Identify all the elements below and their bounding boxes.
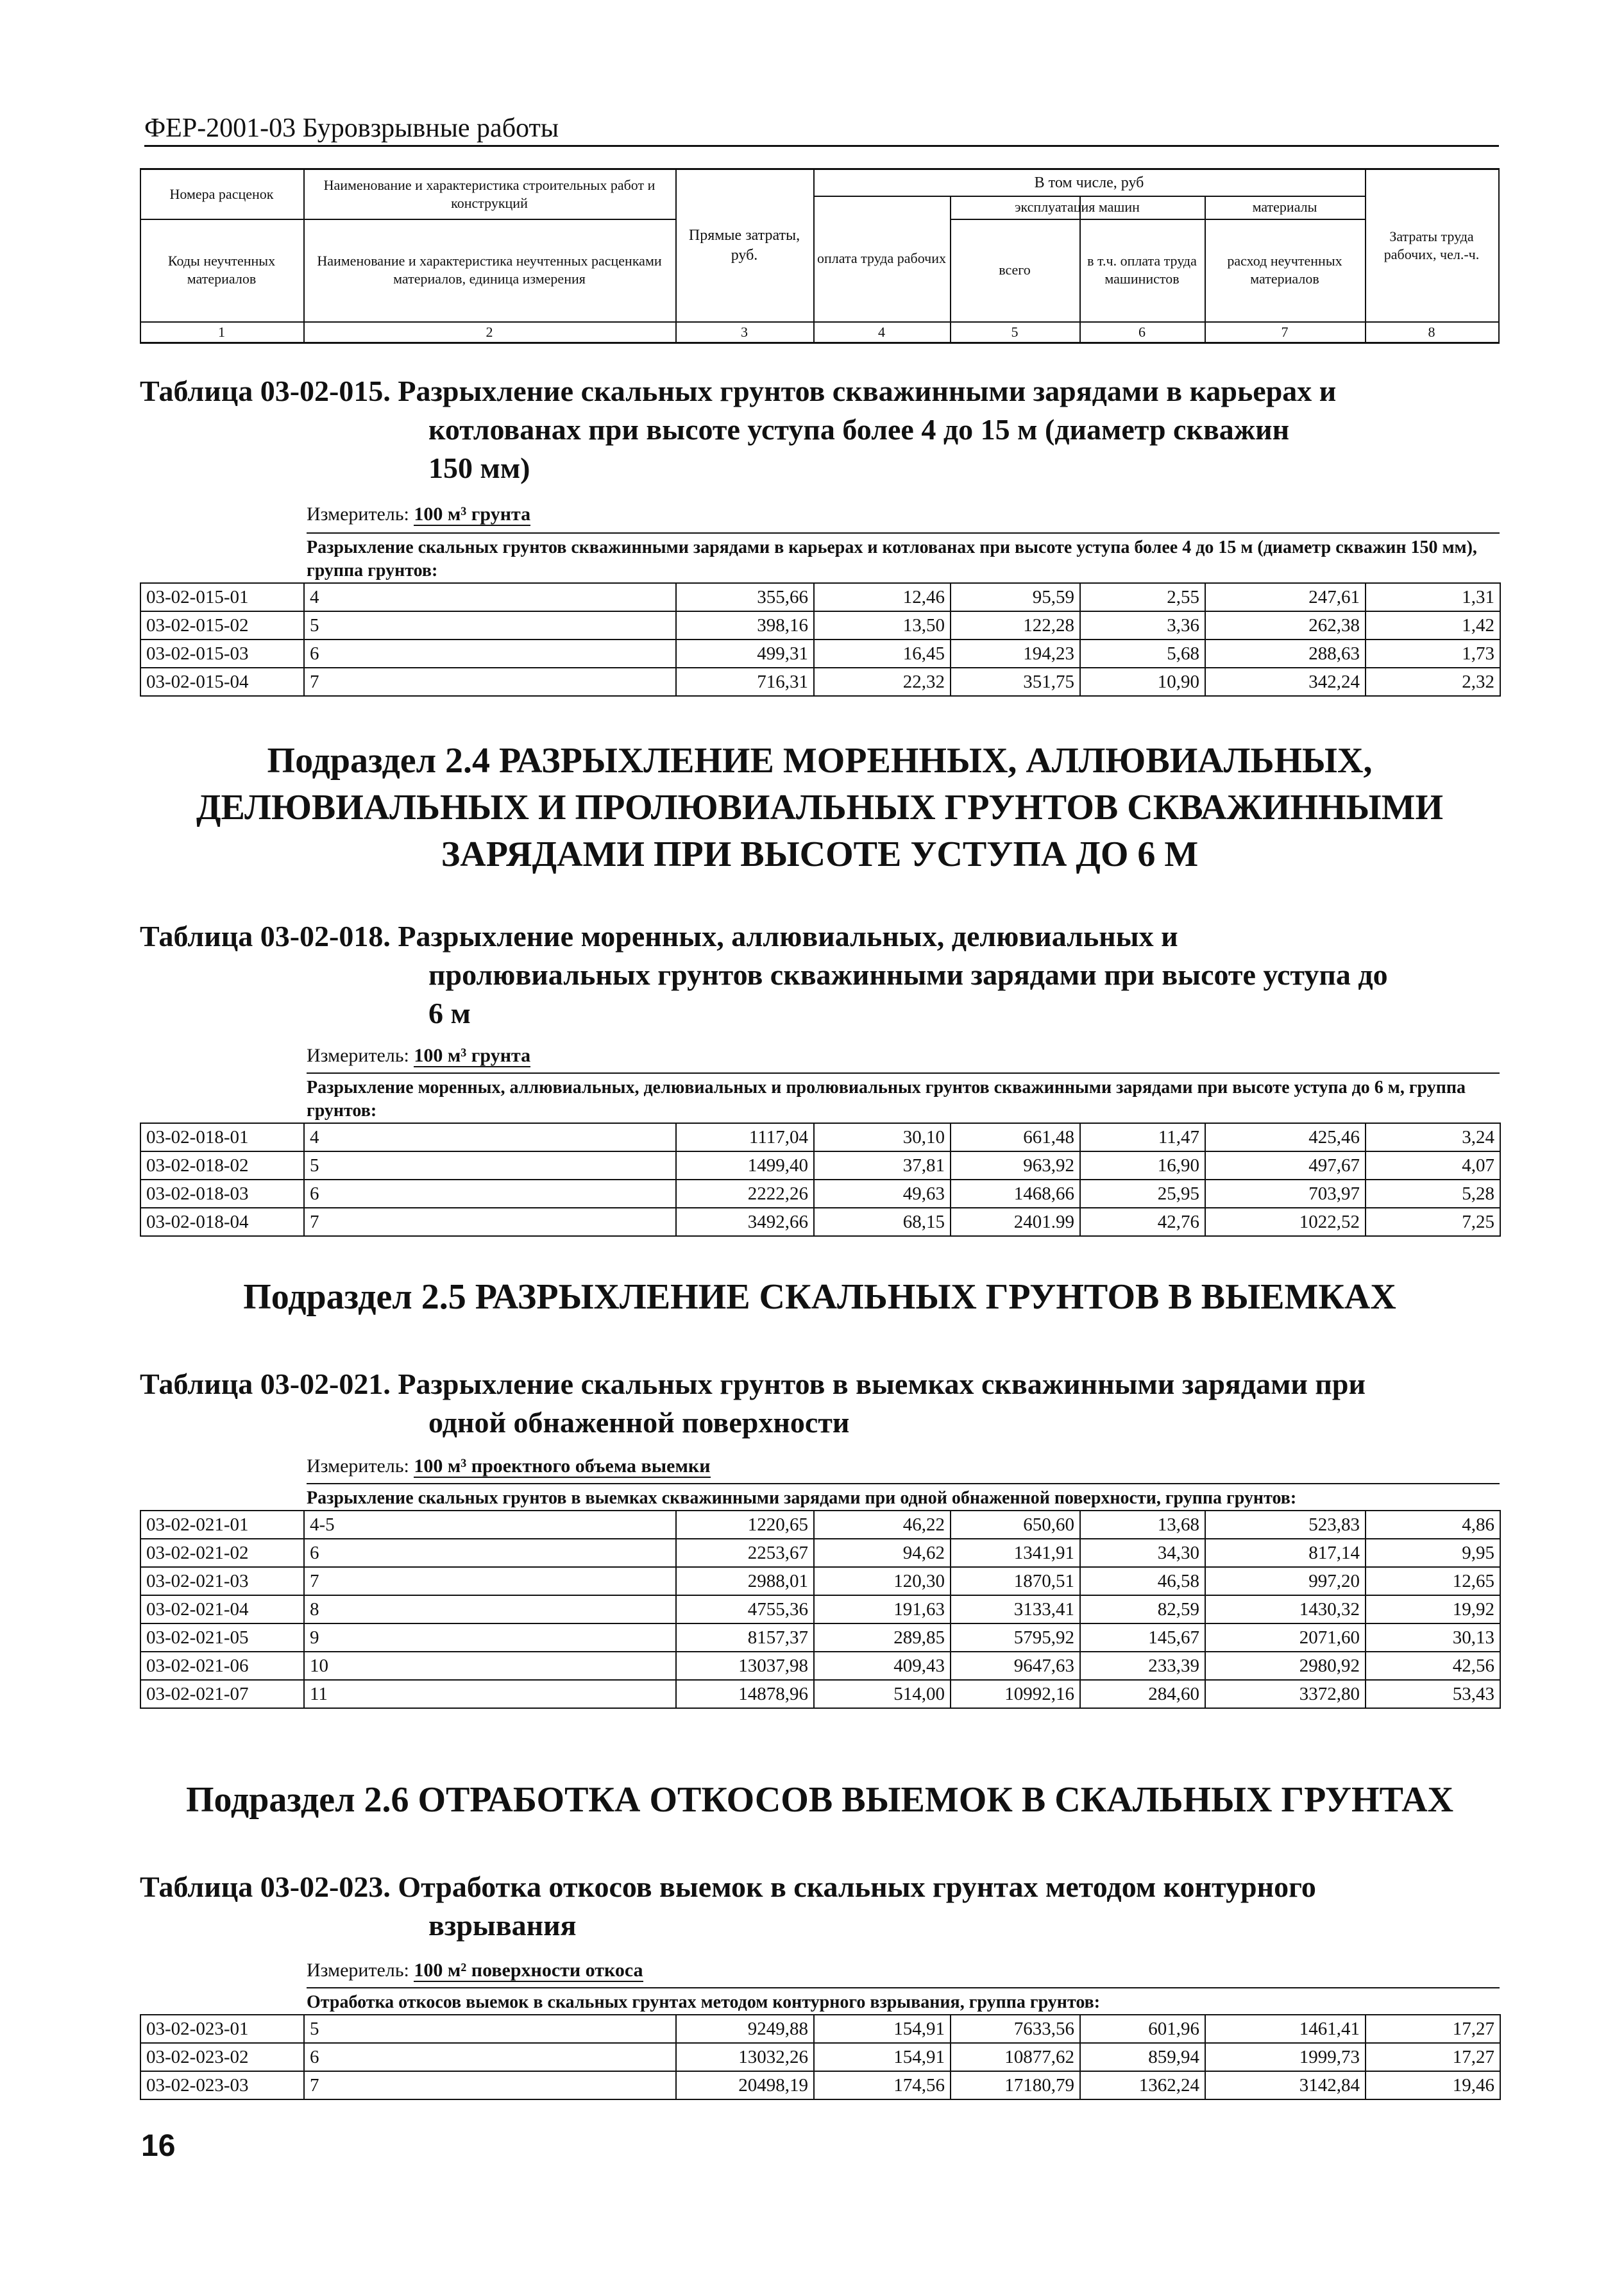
table-row xyxy=(140,611,1500,640)
table-021-measure xyxy=(307,1455,711,1478)
wages-cell: 68,15 xyxy=(814,1208,951,1236)
table-023-measure xyxy=(307,1959,643,1982)
wages-cell: 94,62 xyxy=(814,1539,951,1567)
table-023-title-line1: Отработка откосов выемок в скальных грунтах методом контурного xyxy=(398,1870,1316,1903)
table-018-group-caption: Разрыхление моренных, аллювиальных, делювиальных и пролювиальных грунтов скважинными зарядами при высоте уступа до 6 м, группа грунтов: xyxy=(307,1072,1500,1123)
machines-total-cell: 122,28 xyxy=(951,611,1080,640)
wages-cell: 174,56 xyxy=(814,2071,951,2099)
table-row xyxy=(140,1652,1500,1680)
materials-cons-cell: 2980,92 xyxy=(1205,1652,1366,1680)
rate-code-cell: 03-02-015-01 xyxy=(140,583,304,611)
machines-total-cell: 963,92 xyxy=(951,1151,1080,1180)
machines-total-cell: 95,59 xyxy=(951,583,1080,611)
subsection-2-4-line1: Подраздел 2.4 РАЗРЫХЛЕНИЕ МОРЕННЫХ, АЛЛЮВИАЛЬНЫХ, xyxy=(267,741,1373,781)
table-015-title-line3: 150 мм) xyxy=(428,451,530,484)
rate-code-cell: 03-02-018-01 xyxy=(140,1123,304,1151)
soil-group-cell: 5 xyxy=(304,2015,676,2043)
soil-group-cell: 7 xyxy=(304,668,676,696)
labor-costs-cell: 30,13 xyxy=(1366,1623,1500,1652)
wages-cell: 49,63 xyxy=(814,1180,951,1208)
table-023 xyxy=(140,2014,1501,2100)
table-018-title-line1: Разрыхление моренных, аллювиальных, делювиальных и xyxy=(398,920,1178,953)
soil-group-cell: 8 xyxy=(304,1595,676,1623)
rate-code-cell: 03-02-021-02 xyxy=(140,1539,304,1567)
soil-group-cell: 6 xyxy=(304,1539,676,1567)
rate-code-cell: 03-02-023-02 xyxy=(140,2043,304,2071)
machines-total-cell: 10877,62 xyxy=(951,2043,1080,2071)
labor-costs-cell: 9,95 xyxy=(1366,1539,1500,1567)
rate-code-cell: 03-02-018-02 xyxy=(140,1151,304,1180)
rate-code-cell: 03-02-023-01 xyxy=(140,2015,304,2043)
rate-code-cell: 03-02-015-02 xyxy=(140,611,304,640)
machines-total-cell: 351,75 xyxy=(951,668,1080,696)
soil-group-cell: 7 xyxy=(304,2071,676,2099)
header-machines: эксплуатация машин xyxy=(1015,198,1140,215)
table-023-title xyxy=(140,1868,1500,1945)
materials-cons-cell: 288,63 xyxy=(1205,640,1366,668)
wages-cell: 12,46 xyxy=(814,583,951,611)
machines-wages-cell: 859,94 xyxy=(1080,2043,1205,2071)
table-015-label: Таблица 03-02-015. xyxy=(140,375,391,407)
wages-cell: 409,43 xyxy=(814,1652,951,1680)
direct-costs-cell: 13037,98 xyxy=(676,1652,814,1680)
direct-costs-cell: 1499,40 xyxy=(676,1151,814,1180)
table-row xyxy=(140,1567,1500,1595)
table-row xyxy=(140,1680,1500,1708)
materials-cons-cell: 342,24 xyxy=(1205,668,1366,696)
soil-group-cell: 6 xyxy=(304,1180,676,1208)
machines-wages-cell: 11,47 xyxy=(1080,1123,1205,1151)
wages-cell: 191,63 xyxy=(814,1595,951,1623)
machines-wages-cell: 10,90 xyxy=(1080,668,1205,696)
wages-cell: 37,81 xyxy=(814,1151,951,1180)
machines-wages-cell: 25,95 xyxy=(1080,1180,1205,1208)
machines-total-cell: 2401.99 xyxy=(951,1208,1080,1236)
rate-code-cell: 03-02-021-04 xyxy=(140,1595,304,1623)
table-018 xyxy=(140,1123,1501,1237)
measure-prefix: Измеритель: xyxy=(307,1045,409,1066)
direct-costs-cell: 355,66 xyxy=(676,583,814,611)
machines-wages-cell: 42,76 xyxy=(1080,1208,1205,1236)
measure-prefix: Измеритель: xyxy=(307,1455,409,1477)
measure-unit: 100 м² поверхности откоса xyxy=(414,1960,643,1981)
labor-costs-cell: 4,07 xyxy=(1366,1151,1500,1180)
machines-wages-cell: 3,36 xyxy=(1080,611,1205,640)
subsection-2-4-line3: ЗАРЯДАМИ ПРИ ВЫСОТЕ УСТУПА ДО 6 М xyxy=(441,834,1199,874)
table-015-group-caption: Разрыхление скальных грунтов скважинными зарядами в карьерах и котлованах при высоте уступа более 4 до 15 м (диаметр скважин 150 мм), группа грунтов: xyxy=(307,532,1500,582)
machines-total-cell: 1870,51 xyxy=(951,1567,1080,1595)
wages-cell: 514,00 xyxy=(814,1680,951,1708)
materials-cons-cell: 425,46 xyxy=(1205,1123,1366,1151)
labor-costs-cell: 53,43 xyxy=(1366,1680,1500,1708)
rate-code-cell: 03-02-021-01 xyxy=(140,1511,304,1539)
rate-code-cell: 03-02-018-03 xyxy=(140,1180,304,1208)
machines-wages-cell: 5,68 xyxy=(1080,640,1205,668)
machines-wages-cell: 2,55 xyxy=(1080,583,1205,611)
rate-code-cell: 03-02-021-07 xyxy=(140,1680,304,1708)
materials-cons-cell: 497,67 xyxy=(1205,1151,1366,1180)
soil-group-cell: 11 xyxy=(304,1680,676,1708)
table-023-title-line2: взрывания xyxy=(428,1908,577,1942)
materials-cons-cell: 3142,84 xyxy=(1205,2071,1366,2099)
machines-total-cell: 194,23 xyxy=(951,640,1080,668)
table-row xyxy=(140,1208,1500,1236)
table-021 xyxy=(140,1510,1501,1709)
wages-cell: 154,91 xyxy=(814,2043,951,2071)
column-number-7: 7 xyxy=(1281,323,1289,340)
table-021-group-caption: Разрыхление скальных грунтов в выемках скважинными зарядами при одной обнаженной поверхности, группа грунтов: xyxy=(307,1483,1500,1510)
table-row xyxy=(140,1123,1500,1151)
labor-costs-cell: 1,42 xyxy=(1366,611,1500,640)
direct-costs-cell: 2222,26 xyxy=(676,1180,814,1208)
table-015 xyxy=(140,582,1501,697)
machines-wages-cell: 145,67 xyxy=(1080,1623,1205,1652)
machines-total-cell: 3133,41 xyxy=(951,1595,1080,1623)
header-rate-numbers: Номера расценок xyxy=(169,185,274,202)
soil-group-cell: 9 xyxy=(304,1623,676,1652)
table-015-title-line2: котлованах при высоте уступа более 4 до 15 м (диаметр скважин xyxy=(428,412,1290,446)
rate-code-cell: 03-02-015-04 xyxy=(140,668,304,696)
materials-cons-cell: 703,97 xyxy=(1205,1180,1366,1208)
direct-costs-cell: 499,31 xyxy=(676,640,814,668)
direct-costs-cell: 398,16 xyxy=(676,611,814,640)
machines-total-cell: 650,60 xyxy=(951,1511,1080,1539)
materials-cons-cell: 1461,41 xyxy=(1205,2015,1366,2043)
header-work-name: Наименование и характеристика строительных работ и конструкций xyxy=(323,176,656,211)
measure-unit: 100 м³ грунта xyxy=(414,504,531,525)
rate-code-cell: 03-02-021-06 xyxy=(140,1652,304,1680)
subsection-2-5-heading xyxy=(140,1274,1500,1321)
table-row xyxy=(140,583,1500,611)
table-row xyxy=(140,668,1500,696)
direct-costs-cell: 14878,96 xyxy=(676,1680,814,1708)
header-materials-consumption: расход неучтенных материалов xyxy=(1227,252,1342,287)
table-row xyxy=(140,1180,1500,1208)
wages-cell: 289,85 xyxy=(814,1623,951,1652)
rate-code-cell: 03-02-023-03 xyxy=(140,2071,304,2099)
direct-costs-cell: 3492,66 xyxy=(676,1208,814,1236)
rate-code-cell: 03-02-021-05 xyxy=(140,1623,304,1652)
column-number-6: 6 xyxy=(1138,323,1146,340)
wages-cell: 154,91 xyxy=(814,2015,951,2043)
machines-total-cell: 5795,92 xyxy=(951,1623,1080,1652)
labor-costs-cell: 19,92 xyxy=(1366,1595,1500,1623)
labor-costs-cell: 12,65 xyxy=(1366,1567,1500,1595)
machines-total-cell: 661,48 xyxy=(951,1123,1080,1151)
header-machines-wages: в т.ч. оплата труда машинистов xyxy=(1087,252,1197,287)
labor-costs-cell: 4,86 xyxy=(1366,1511,1500,1539)
table-018-title xyxy=(140,917,1500,1032)
header-material-name: Наименование и характеристика неучтенных расценками материалов, единица измерения xyxy=(317,252,662,287)
direct-costs-cell: 8157,37 xyxy=(676,1623,814,1652)
header-materials-codes: Коды неучтенных материалов xyxy=(167,252,276,287)
table-021-block xyxy=(140,1483,1500,1709)
rate-code-cell: 03-02-021-03 xyxy=(140,1567,304,1595)
labor-costs-cell: 19,46 xyxy=(1366,2071,1500,2099)
rate-code-cell: 03-02-015-03 xyxy=(140,640,304,668)
materials-cons-cell: 1999,73 xyxy=(1205,2043,1366,2071)
machines-wages-cell: 1362,24 xyxy=(1080,2071,1205,2099)
header-materials: материалы xyxy=(1252,198,1317,215)
table-015-title-line1: Разрыхление скальных грунтов скважинными зарядами в карьерах и xyxy=(398,375,1337,407)
table-row xyxy=(140,1151,1500,1180)
labor-costs-cell: 17,27 xyxy=(1366,2043,1500,2071)
table-row xyxy=(140,1595,1500,1623)
soil-group-cell: 7 xyxy=(304,1208,676,1236)
machines-total-cell: 17180,79 xyxy=(951,2071,1080,2099)
materials-cons-cell: 247,61 xyxy=(1205,583,1366,611)
soil-group-cell: 5 xyxy=(304,611,676,640)
column-number-2: 2 xyxy=(486,323,493,340)
table-015-block xyxy=(140,532,1500,697)
soil-group-cell: 5 xyxy=(304,1151,676,1180)
measure-prefix: Измеритель: xyxy=(307,504,409,525)
wages-cell: 30,10 xyxy=(814,1123,951,1151)
table-row xyxy=(140,640,1500,668)
subsection-2-6-line1: Подраздел 2.6 ОТРАБОТКА ОТКОСОВ ВЫЕМОК В СКАЛЬНЫХ ГРУНТАХ xyxy=(185,1780,1454,1820)
labor-costs-cell: 1,73 xyxy=(1366,640,1500,668)
direct-costs-cell: 13032,26 xyxy=(676,2043,814,2071)
materials-cons-cell: 997,20 xyxy=(1205,1567,1366,1595)
direct-costs-cell: 1117,04 xyxy=(676,1123,814,1151)
machines-total-cell: 10992,16 xyxy=(951,1680,1080,1708)
machines-wages-cell: 601,96 xyxy=(1080,2015,1205,2043)
soil-group-cell: 4 xyxy=(304,1123,676,1151)
materials-cons-cell: 1022,52 xyxy=(1205,1208,1366,1236)
wages-cell: 46,22 xyxy=(814,1511,951,1539)
wages-cell: 16,45 xyxy=(814,640,951,668)
column-number-4: 4 xyxy=(878,323,885,340)
wages-cell: 13,50 xyxy=(814,611,951,640)
table-021-title xyxy=(140,1365,1500,1442)
table-018-title-line2: пролювиальных грунтов скважинными зарядами при высоте уступа до xyxy=(428,958,1388,991)
materials-cons-cell: 3372,80 xyxy=(1205,1680,1366,1708)
machines-wages-cell: 34,30 xyxy=(1080,1539,1205,1567)
direct-costs-cell: 716,31 xyxy=(676,668,814,696)
labor-costs-cell: 1,31 xyxy=(1366,583,1500,611)
labor-costs-cell: 2,32 xyxy=(1366,668,1500,696)
column-number-3: 3 xyxy=(741,323,748,340)
table-row xyxy=(140,2043,1500,2071)
measure-unit: 100 м³ грунта xyxy=(414,1045,531,1066)
header-labor: Затраты труда рабочих, чел.-ч. xyxy=(1383,228,1480,262)
machines-total-cell: 1468,66 xyxy=(951,1180,1080,1208)
measure-unit: 100 м³ проектного объема выемки xyxy=(414,1455,711,1477)
table-018-title-line3: 6 м xyxy=(428,996,471,1030)
machines-wages-cell: 13,68 xyxy=(1080,1511,1205,1539)
table-021-title-line1: Разрыхление скальных грунтов в выемках скважинными зарядами при xyxy=(398,1368,1366,1400)
soil-group-cell: 6 xyxy=(304,2043,676,2071)
machines-total-cell: 1341,91 xyxy=(951,1539,1080,1567)
table-023-label: Таблица 03-02-023. xyxy=(140,1870,391,1903)
labor-costs-cell: 5,28 xyxy=(1366,1180,1500,1208)
header-machines-total: всего xyxy=(999,261,1031,278)
header-direct-costs: Прямые затраты, руб. xyxy=(688,227,800,264)
rate-code-cell: 03-02-018-04 xyxy=(140,1208,304,1236)
table-018-label: Таблица 03-02-018. xyxy=(140,920,391,953)
wages-cell: 22,32 xyxy=(814,668,951,696)
table-row xyxy=(140,1623,1500,1652)
measure-prefix: Измеритель: xyxy=(307,1960,409,1981)
materials-cons-cell: 817,14 xyxy=(1205,1539,1366,1567)
table-021-label: Таблица 03-02-021. xyxy=(140,1368,391,1400)
running-head: ФЕР-2001-03 Буровзрывные работы xyxy=(144,113,1499,147)
machines-wages-cell: 233,39 xyxy=(1080,1652,1205,1680)
machines-total-cell: 7633,56 xyxy=(951,2015,1080,2043)
table-018-block xyxy=(140,1072,1500,1237)
materials-cons-cell: 1430,32 xyxy=(1205,1595,1366,1623)
direct-costs-cell: 2253,67 xyxy=(676,1539,814,1567)
table-row xyxy=(140,1511,1500,1539)
subsection-2-4-heading xyxy=(140,738,1500,877)
table-023-block xyxy=(140,1987,1500,2100)
machines-wages-cell: 46,58 xyxy=(1080,1567,1205,1595)
header-in-number: В том числе, руб xyxy=(1034,174,1144,191)
labor-costs-cell: 3,24 xyxy=(1366,1123,1500,1151)
labor-costs-cell: 17,27 xyxy=(1366,2015,1500,2043)
soil-group-cell: 4 xyxy=(304,583,676,611)
machines-total-cell: 9647,63 xyxy=(951,1652,1080,1680)
subsection-2-4-line2: ДЕЛЮВИАЛЬНЫХ И ПРОЛЮВИАЛЬНЫХ ГРУНТОВ СКВАЖИННЫМИ xyxy=(196,787,1444,827)
machines-wages-cell: 16,90 xyxy=(1080,1151,1205,1180)
machines-wages-cell: 82,59 xyxy=(1080,1595,1205,1623)
subsection-2-6-heading xyxy=(140,1777,1500,1824)
wages-cell: 120,30 xyxy=(814,1567,951,1595)
direct-costs-cell: 20498,19 xyxy=(676,2071,814,2099)
machines-wages-cell: 284,60 xyxy=(1080,1680,1205,1708)
soil-group-cell: 4-5 xyxy=(304,1511,676,1539)
labor-costs-cell: 42,56 xyxy=(1366,1652,1500,1680)
materials-cons-cell: 262,38 xyxy=(1205,611,1366,640)
materials-cons-cell: 2071,60 xyxy=(1205,1623,1366,1652)
subsection-2-5-line1: Подраздел 2.5 РАЗРЫХЛЕНИЕ СКАЛЬНЫХ ГРУНТОВ В ВЫЕМКАХ xyxy=(243,1277,1396,1317)
page-number: 16 xyxy=(141,2129,176,2163)
table-015-title xyxy=(140,372,1500,487)
table-023-group-caption: Отработка откосов выемок в скальных грунтах методом контурного взрывания, группа грунтов: xyxy=(307,1987,1500,2014)
table-015-measure xyxy=(307,503,530,526)
direct-costs-cell: 4755,36 xyxy=(676,1595,814,1623)
soil-group-cell: 7 xyxy=(304,1567,676,1595)
labor-costs-cell: 7,25 xyxy=(1366,1208,1500,1236)
table-row xyxy=(140,2015,1500,2043)
column-number-5: 5 xyxy=(1011,323,1019,340)
column-number-8: 8 xyxy=(1428,323,1435,340)
soil-group-cell: 10 xyxy=(304,1652,676,1680)
direct-costs-cell: 9249,88 xyxy=(676,2015,814,2043)
direct-costs-cell: 1220,65 xyxy=(676,1511,814,1539)
soil-group-cell: 6 xyxy=(304,640,676,668)
direct-costs-cell: 2988,01 xyxy=(676,1567,814,1595)
header-wages: оплата труда рабочих xyxy=(817,250,946,266)
table-018-measure xyxy=(307,1044,530,1067)
materials-cons-cell: 523,83 xyxy=(1205,1511,1366,1539)
column-number-1: 1 xyxy=(218,323,225,340)
column-header xyxy=(140,168,1500,344)
table-row xyxy=(140,1539,1500,1567)
table-021-title-line2: одной обнаженной поверхности xyxy=(428,1405,850,1439)
table-row xyxy=(140,2071,1500,2099)
